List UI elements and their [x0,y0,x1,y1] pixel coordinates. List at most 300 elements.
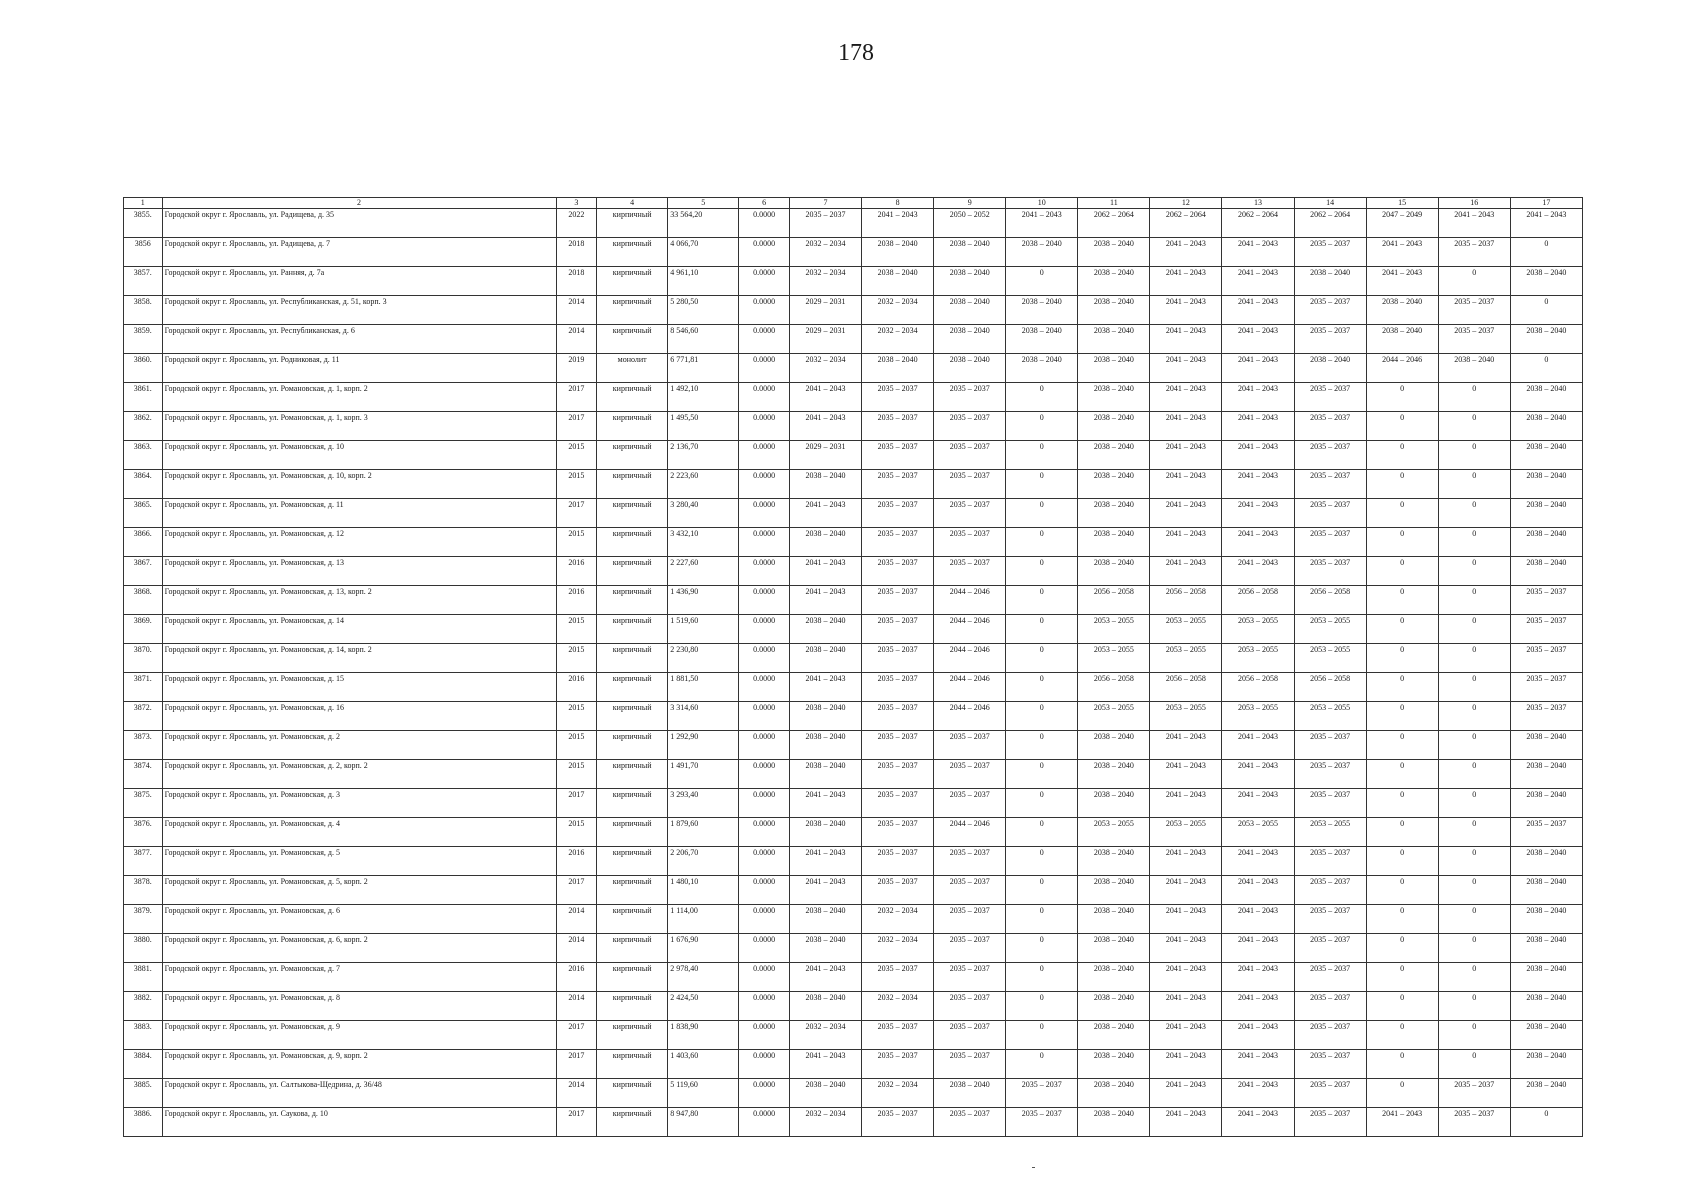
coefficient-cell: 0.0000 [739,1079,790,1108]
period-cell: 2038 – 2040 [1294,267,1366,296]
header-cell: 16 [1438,198,1510,209]
period-cell: 2035 – 2037 [862,1021,934,1050]
area-cell: 1 879,60 [668,818,739,847]
period-cell: 2035 – 2037 [862,470,934,499]
table-row [124,586,1583,615]
material-cell: кирпичный [597,586,668,615]
period-cell: 2062 – 2064 [1150,209,1222,238]
period-cell: 2035 – 2037 [934,934,1006,963]
address-cell: Городской округ г. Ярославль, ул. Романовская, д. 13 [162,557,556,586]
period-cell: 2044 – 2046 [934,673,1006,702]
period-cell: 2041 – 2043 [1222,963,1294,992]
period-cell: 0 [1006,586,1078,615]
table-row [124,296,1583,325]
period-cell: 2038 – 2040 [1510,1079,1582,1108]
table-row [124,528,1583,557]
period-cell: 2038 – 2040 [790,731,862,760]
area-cell: 1 492,10 [668,383,739,412]
table-row [124,499,1583,528]
period-cell: 2041 – 2043 [1150,789,1222,818]
period-cell: 2044 – 2046 [934,644,1006,673]
header-cell: 10 [1006,198,1078,209]
period-cell: 2041 – 2043 [1366,267,1438,296]
area-cell: 33 564,20 [668,209,739,238]
period-cell: 2035 – 2037 [1294,1021,1366,1050]
period-cell: 2041 – 2043 [1510,209,1582,238]
period-cell: 2035 – 2037 [1294,499,1366,528]
area-cell: 4 961,10 [668,267,739,296]
period-cell: 2038 – 2040 [934,1079,1006,1108]
period-cell: 2041 – 2043 [1222,992,1294,1021]
period-cell: 2053 – 2055 [1222,702,1294,731]
period-cell: 2035 – 2037 [934,441,1006,470]
header-cell: 13 [1222,198,1294,209]
area-cell: 1 436,90 [668,586,739,615]
period-cell: 2041 – 2043 [1222,296,1294,325]
period-cell: 2038 – 2040 [790,1079,862,1108]
row-number-cell: 3856 [124,238,163,267]
period-cell: 0 [1366,470,1438,499]
period-cell: 2035 – 2037 [934,1021,1006,1050]
period-cell: 2035 – 2037 [862,1108,934,1137]
period-cell: 0 [1438,267,1510,296]
row-number-cell: 3871. [124,673,163,702]
period-cell: 2038 – 2040 [1078,383,1150,412]
period-cell: 2041 – 2043 [1150,325,1222,354]
row-number-cell: 3866. [124,528,163,557]
period-cell: 0 [1006,470,1078,499]
coefficient-cell: 0.0000 [739,238,790,267]
period-cell: 2056 – 2058 [1222,586,1294,615]
row-number-cell: 3880. [124,934,163,963]
period-cell: 2041 – 2043 [1222,557,1294,586]
table-row [124,615,1583,644]
period-cell: 0 [1366,383,1438,412]
period-cell: 0 [1438,557,1510,586]
period-cell: 2038 – 2040 [934,238,1006,267]
period-cell: 2035 – 2037 [934,876,1006,905]
period-cell: 2044 – 2046 [934,818,1006,847]
material-cell: кирпичный [597,876,668,905]
period-cell: 0 [1006,789,1078,818]
coefficient-cell: 0.0000 [739,1021,790,1050]
period-cell: 2035 – 2037 [934,789,1006,818]
period-cell: 0 [1366,528,1438,557]
address-cell: Городской округ г. Ярославль, ул. Романовская, д. 7 [162,963,556,992]
period-cell: 2032 – 2034 [790,1021,862,1050]
period-cell: 0 [1510,238,1582,267]
period-cell: 0 [1006,702,1078,731]
address-cell: Городской округ г. Ярославль, ул. Романовская, д. 14, корп. 2 [162,644,556,673]
period-cell: 2038 – 2040 [1078,1050,1150,1079]
period-cell: 2041 – 2043 [1222,470,1294,499]
period-cell: 0 [1438,934,1510,963]
period-cell: 2041 – 2043 [1150,1079,1222,1108]
table-row [124,818,1583,847]
year-cell: 2015 [556,644,597,673]
period-cell: 2053 – 2055 [1222,644,1294,673]
period-cell: 2029 – 2031 [790,325,862,354]
period-cell: 2056 – 2058 [1150,673,1222,702]
period-cell: 0 [1006,499,1078,528]
period-cell: 2041 – 2043 [1150,905,1222,934]
period-cell: 2041 – 2043 [1150,1108,1222,1137]
period-cell: 2038 – 2040 [1438,354,1510,383]
year-cell: 2017 [556,1021,597,1050]
period-cell: 2038 – 2040 [1006,325,1078,354]
period-cell: 2038 – 2040 [934,325,1006,354]
address-cell: Городской округ г. Ярославль, ул. Ранняя, д. 7а [162,267,556,296]
coefficient-cell: 0.0000 [739,905,790,934]
period-cell: 0 [1510,1108,1582,1137]
period-cell: 2035 – 2037 [862,412,934,441]
period-cell: 2038 – 2040 [1510,267,1582,296]
period-cell: 2056 – 2058 [1294,586,1366,615]
coefficient-cell: 0.0000 [739,296,790,325]
period-cell: 2035 – 2037 [934,905,1006,934]
period-cell: 2035 – 2037 [1294,441,1366,470]
period-cell: 2035 – 2037 [1438,1079,1510,1108]
period-cell: 0 [1366,818,1438,847]
address-cell: Городской округ г. Ярославль, ул. Романовская, д. 5, корп. 2 [162,876,556,905]
table-row [124,383,1583,412]
period-cell: 2041 – 2043 [1222,1079,1294,1108]
coefficient-cell: 0.0000 [739,441,790,470]
period-cell: 2035 – 2037 [1510,818,1582,847]
period-cell: 2041 – 2043 [1222,528,1294,557]
period-cell: 2038 – 2040 [1078,876,1150,905]
table-row [124,963,1583,992]
material-cell: кирпичный [597,1021,668,1050]
area-cell: 3 432,10 [668,528,739,557]
period-cell: 2041 – 2043 [1150,354,1222,383]
period-cell: 2038 – 2040 [790,760,862,789]
area-cell: 8 947,80 [668,1108,739,1137]
material-cell: кирпичный [597,905,668,934]
period-cell: 2032 – 2034 [862,992,934,1021]
material-cell: кирпичный [597,209,668,238]
row-number-cell: 3864. [124,470,163,499]
period-cell: 2035 – 2037 [934,470,1006,499]
header-cell: 4 [597,198,668,209]
period-cell: 2041 – 2043 [1150,1021,1222,1050]
period-cell: 2035 – 2037 [862,818,934,847]
period-cell: 2053 – 2055 [1150,702,1222,731]
period-cell: 2035 – 2037 [862,383,934,412]
period-cell: 0 [1438,673,1510,702]
period-cell: 2041 – 2043 [1150,992,1222,1021]
period-cell: 2041 – 2043 [1150,441,1222,470]
period-cell: 2032 – 2034 [862,1079,934,1108]
year-cell: 2015 [556,528,597,557]
coefficient-cell: 0.0000 [739,673,790,702]
coefficient-cell: 0.0000 [739,702,790,731]
period-cell: 2035 – 2037 [862,702,934,731]
period-cell: 2041 – 2043 [1150,760,1222,789]
year-cell: 2015 [556,731,597,760]
period-cell: 2038 – 2040 [1078,789,1150,818]
coefficient-cell: 0.0000 [739,383,790,412]
period-cell: 2041 – 2043 [790,789,862,818]
period-cell: 2038 – 2040 [862,354,934,383]
area-cell: 3 280,40 [668,499,739,528]
address-cell: Городской округ г. Ярославль, ул. Романовская, д. 3 [162,789,556,818]
coefficient-cell: 0.0000 [739,818,790,847]
period-cell: 2035 – 2037 [1294,905,1366,934]
period-cell: 0 [1006,963,1078,992]
address-cell: Городской округ г. Ярославль, ул. Романовская, д. 11 [162,499,556,528]
period-cell: 2035 – 2037 [1294,963,1366,992]
period-cell: 2038 – 2040 [1510,789,1582,818]
header-cell: 5 [668,198,739,209]
period-cell: 2038 – 2040 [790,818,862,847]
period-cell: 2041 – 2043 [1222,789,1294,818]
period-cell: 2056 – 2058 [1222,673,1294,702]
period-cell: 0 [1438,992,1510,1021]
address-cell: Городской округ г. Ярославль, ул. Республиканская, д. 51, корп. 3 [162,296,556,325]
period-cell: 2035 – 2037 [934,528,1006,557]
area-cell: 1 292,90 [668,731,739,760]
year-cell: 2016 [556,963,597,992]
period-cell: 2035 – 2037 [934,499,1006,528]
period-cell: 2035 – 2037 [862,847,934,876]
area-cell: 2 230,80 [668,644,739,673]
period-cell: 2035 – 2037 [1438,238,1510,267]
address-cell: Городской округ г. Ярославль, ул. Романовская, д. 12 [162,528,556,557]
material-cell: кирпичный [597,238,668,267]
period-cell: 2053 – 2055 [1294,615,1366,644]
period-cell: 2035 – 2037 [1294,528,1366,557]
period-cell: 2035 – 2037 [862,499,934,528]
year-cell: 2018 [556,267,597,296]
period-cell: 0 [1366,731,1438,760]
period-cell: 0 [1006,760,1078,789]
period-cell: 2041 – 2043 [1366,1108,1438,1137]
period-cell: 2041 – 2043 [1150,731,1222,760]
period-cell: 2053 – 2055 [1078,615,1150,644]
period-cell: 2041 – 2043 [790,847,862,876]
header-cell: 2 [162,198,556,209]
header-cell: 11 [1078,198,1150,209]
period-cell: 2041 – 2043 [1150,557,1222,586]
period-cell: 2038 – 2040 [1510,1050,1582,1079]
coefficient-cell: 0.0000 [739,760,790,789]
table-row [124,209,1583,238]
material-cell: кирпичный [597,499,668,528]
row-number-cell: 3857. [124,267,163,296]
material-cell: кирпичный [597,557,668,586]
period-cell: 2035 – 2037 [934,412,1006,441]
period-cell: 0 [1366,673,1438,702]
row-number-cell: 3870. [124,644,163,673]
coefficient-cell: 0.0000 [739,499,790,528]
period-cell: 2035 – 2037 [790,209,862,238]
period-cell: 2053 – 2055 [1294,702,1366,731]
header-cell: 8 [862,198,934,209]
period-cell: 2032 – 2034 [862,296,934,325]
row-number-cell: 3873. [124,731,163,760]
period-cell: 2041 – 2043 [1222,325,1294,354]
period-cell: 2038 – 2040 [1078,557,1150,586]
coefficient-cell: 0.0000 [739,731,790,760]
period-cell: 2041 – 2043 [1150,267,1222,296]
period-cell: 2035 – 2037 [934,963,1006,992]
period-cell: 0 [1366,789,1438,818]
period-cell: 2056 – 2058 [1150,586,1222,615]
period-cell: 2038 – 2040 [1510,1021,1582,1050]
period-cell: 0 [1438,905,1510,934]
period-cell: 2041 – 2043 [790,412,862,441]
period-cell: 2038 – 2040 [1510,499,1582,528]
material-cell: кирпичный [597,731,668,760]
area-cell: 1 881,50 [668,673,739,702]
period-cell: 2035 – 2037 [1294,470,1366,499]
period-cell: 2038 – 2040 [934,354,1006,383]
period-cell: 2053 – 2055 [1150,818,1222,847]
period-cell: 2041 – 2043 [790,383,862,412]
period-cell: 2041 – 2043 [1150,470,1222,499]
period-cell: 2038 – 2040 [1510,325,1582,354]
address-cell: Городской округ г. Ярославль, ул. Романовская, д. 8 [162,992,556,1021]
material-cell: кирпичный [597,963,668,992]
year-cell: 2014 [556,296,597,325]
period-cell: 2038 – 2040 [1510,731,1582,760]
period-cell: 0 [1438,1050,1510,1079]
table-row [124,847,1583,876]
period-cell: 2041 – 2043 [1222,1050,1294,1079]
row-number-cell: 3877. [124,847,163,876]
period-cell: 2041 – 2043 [1222,441,1294,470]
period-cell: 2041 – 2043 [1222,876,1294,905]
period-cell: 2035 – 2037 [1294,383,1366,412]
coefficient-cell: 0.0000 [739,209,790,238]
period-cell: 2029 – 2031 [790,296,862,325]
year-cell: 2022 [556,209,597,238]
period-cell: 2041 – 2043 [1222,760,1294,789]
period-cell: 2062 – 2064 [1222,209,1294,238]
material-cell: кирпичный [597,702,668,731]
period-cell: 2035 – 2037 [1510,586,1582,615]
coefficient-cell: 0.0000 [739,789,790,818]
period-cell: 2035 – 2037 [1510,644,1582,673]
period-cell: 2038 – 2040 [1510,383,1582,412]
period-cell: 2038 – 2040 [1510,963,1582,992]
period-cell: 2035 – 2037 [1294,876,1366,905]
period-cell: 2044 – 2046 [1366,354,1438,383]
period-cell: 0 [1438,789,1510,818]
row-number-cell: 3874. [124,760,163,789]
coefficient-cell: 0.0000 [739,470,790,499]
period-cell: 0 [1438,528,1510,557]
table-row [124,267,1583,296]
period-cell: 2035 – 2037 [1438,1108,1510,1137]
period-cell: 2035 – 2037 [934,557,1006,586]
period-cell: 2041 – 2043 [790,1050,862,1079]
data-table [123,197,1583,1137]
row-number-cell: 3882. [124,992,163,1021]
period-cell: 2035 – 2037 [862,876,934,905]
period-cell: 0 [1006,876,1078,905]
area-cell: 1 495,50 [668,412,739,441]
period-cell: 2041 – 2043 [1366,238,1438,267]
material-cell: кирпичный [597,1050,668,1079]
period-cell: 2041 – 2043 [1150,412,1222,441]
period-cell: 2053 – 2055 [1294,818,1366,847]
period-cell: 0 [1438,441,1510,470]
header-cell: 9 [934,198,1006,209]
period-cell: 0 [1366,644,1438,673]
period-cell: 2035 – 2037 [1294,789,1366,818]
table-row [124,1108,1583,1137]
address-cell: Городской округ г. Ярославль, ул. Романовская, д. 4 [162,818,556,847]
period-cell: 2047 – 2049 [1366,209,1438,238]
coefficient-cell: 0.0000 [739,528,790,557]
period-cell: 0 [1366,1050,1438,1079]
period-cell: 2038 – 2040 [1510,557,1582,586]
material-cell: кирпичный [597,383,668,412]
address-cell: Городской округ г. Ярославль, ул. Радищева, д. 35 [162,209,556,238]
row-number-cell: 3855. [124,209,163,238]
period-cell: 0 [1006,1021,1078,1050]
period-cell: 2032 – 2034 [862,905,934,934]
period-cell: 0 [1438,383,1510,412]
period-cell: 2053 – 2055 [1222,615,1294,644]
period-cell: 2035 – 2037 [862,615,934,644]
period-cell: 2035 – 2037 [1294,325,1366,354]
period-cell: 2038 – 2040 [1078,470,1150,499]
period-cell: 2038 – 2040 [1510,528,1582,557]
period-cell: 2038 – 2040 [1078,1108,1150,1137]
year-cell: 2014 [556,1079,597,1108]
period-cell: 2035 – 2037 [934,1050,1006,1079]
period-cell: 2038 – 2040 [1078,760,1150,789]
row-number-cell: 3884. [124,1050,163,1079]
period-cell: 2053 – 2055 [1078,818,1150,847]
period-cell: 2035 – 2037 [934,847,1006,876]
period-cell: 0 [1438,615,1510,644]
period-cell: 2041 – 2043 [862,209,934,238]
period-cell: 2038 – 2040 [1078,1021,1150,1050]
period-cell: 0 [1006,441,1078,470]
period-cell: 2041 – 2043 [1222,238,1294,267]
period-cell: 2038 – 2040 [1510,876,1582,905]
material-cell: кирпичный [597,760,668,789]
period-cell: 2038 – 2040 [1294,354,1366,383]
period-cell: 2038 – 2040 [1366,296,1438,325]
period-cell: 2044 – 2046 [934,615,1006,644]
row-number-cell: 3868. [124,586,163,615]
coefficient-cell: 0.0000 [739,412,790,441]
address-cell: Городской округ г. Ярославль, ул. Романовская, д. 10, корп. 2 [162,470,556,499]
period-cell: 0 [1366,1079,1438,1108]
period-cell: 2035 – 2037 [1294,238,1366,267]
year-cell: 2017 [556,383,597,412]
period-cell: 0 [1438,760,1510,789]
material-cell: кирпичный [597,267,668,296]
period-cell: 0 [1006,934,1078,963]
area-cell: 1 676,90 [668,934,739,963]
period-cell: 0 [1366,412,1438,441]
period-cell: 0 [1006,644,1078,673]
period-cell: 2035 – 2037 [934,383,1006,412]
year-cell: 2017 [556,1050,597,1079]
area-cell: 5 119,60 [668,1079,739,1108]
period-cell: 0 [1366,760,1438,789]
address-cell: Городской округ г. Ярославль, ул. Салтыкова-Щедрина, д. 36/48 [162,1079,556,1108]
period-cell: 0 [1366,557,1438,586]
row-number-cell: 3861. [124,383,163,412]
material-cell: кирпичный [597,818,668,847]
